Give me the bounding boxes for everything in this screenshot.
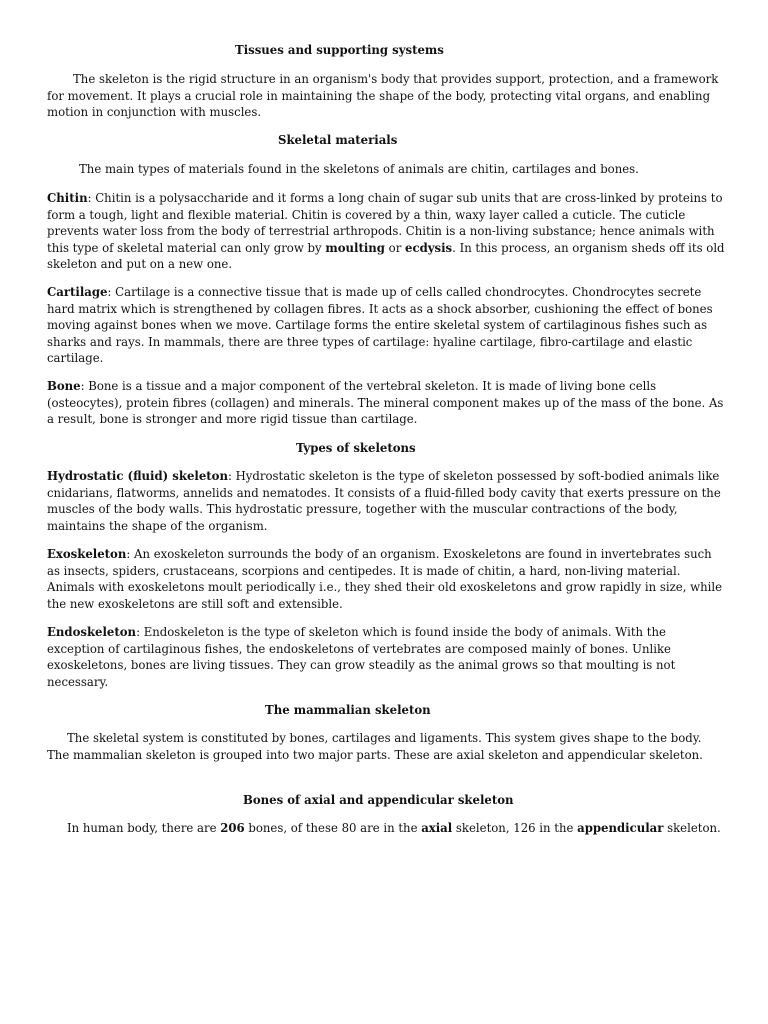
appendicular-term: appendicular xyxy=(577,821,664,835)
hydrostatic-term: Hydrostatic (fluid) skeleton xyxy=(47,469,228,483)
document-title: Tissues and supporting systems xyxy=(235,43,444,57)
skeletal-materials-intro: The main types of materials found in the skeletons of animals are chitin, cartilages and bones. xyxy=(79,162,639,176)
moulting-term: moulting xyxy=(325,240,385,255)
heading-mammalian-skeleton: The mammalian skeleton xyxy=(265,703,431,717)
mammalian-paragraph: The skeletal system is constituted by bones, cartilages and ligaments. This system gives shape to the body. The mammalian skeleton is grouped into two major parts. These are axial skeleton and appendicular skeleton. xyxy=(47,731,703,762)
exoskeleton-paragraph xyxy=(47,546,727,612)
chitin-text-1: : Chitin is a polysaccharide and it forms a long chain of sugar sub units that are cross-linked by proteins to form a tough, light and flexible material. Chitin is covered by a thin, waxy layer called a cuticle. The cuticle prevents water loss from the body of terrestrial arthropods. Chitin is a non-living substance; hence animals with this type of skeletal material can only grow by xyxy=(47,191,723,255)
bone-paragraph xyxy=(47,378,727,428)
endoskeleton-paragraph xyxy=(47,624,727,690)
intro-paragraph: The skeleton is the rigid structure in an organism's body that provides support, protection, and a framework for movement. It plays a crucial role in maintaining the shape of the body, protecting vital organs, and enabling motion in conjunction with muscles. xyxy=(47,72,719,120)
axial-paragraph xyxy=(47,820,727,837)
heading-types-of-skeletons: Types of skeletons xyxy=(296,441,416,455)
chitin-text-2: or xyxy=(384,240,406,255)
ecdysis-term: ecdysis xyxy=(405,240,453,255)
cartilage-text: : Cartilage is a connective tissue that is made up of cells called chondrocytes. Chondrocytes secrete hard matrix which is strengthened by collagen fibres. It acts as a shock absorber, cushioning the effect of bones moving against bones when we move. Cartilage forms the entire skeletal system of cartilaginous fishes such as sharks and rays. In mammals, there are three types of cartilage: hyaline cartilage, fibro-cartilage and elastic cartilage. xyxy=(47,285,713,366)
axial-text-3: skeleton, 126 in the xyxy=(452,821,578,835)
hydrostatic-paragraph xyxy=(47,468,727,534)
axial-text-2: bones, of these 80 are in the xyxy=(244,821,422,835)
heading-skeletal-materials: Skeletal materials xyxy=(278,133,398,147)
axial-term: axial xyxy=(421,821,453,835)
exoskeleton-term: Exoskeleton xyxy=(47,547,127,561)
endoskeleton-text: : Endoskeleton is the type of skeleton which is found inside the body of animals. With the exception of cartilaginous fishes, the endoskeletons of vertebrates are composed mainly of bones. Unlike exoskeletons, bones are living tissues. They can grow steadily as the animal grows so that moulting is not necessary. xyxy=(47,625,676,689)
bone-count: 206 xyxy=(220,821,245,835)
heading-axial-appendicular: Bones of axial and appendicular skeleton xyxy=(243,793,514,807)
chitin-term: Chitin xyxy=(47,191,88,205)
exoskeleton-text: : An exoskeleton surrounds the body of an organism. Exoskeletons are found in invertebrates such as insects, spiders, crustaceans, scorpions and centipedes. It is made of chitin, a hard, non-living material. Animals with exoskeletons moult periodically i.e., they shed their old exoskeletons and grow rapidly in size, while the new exoskeletons are still soft and extensible. xyxy=(47,547,723,611)
axial-text-1: In human body, there are xyxy=(67,821,221,835)
cartilage-paragraph xyxy=(47,284,727,367)
chitin-paragraph xyxy=(47,190,727,273)
endoskeleton-term: Endoskeleton xyxy=(47,625,137,639)
cartilage-term: Cartilage xyxy=(47,285,108,299)
chitin-text-3: . In this process, an organism sheds off its old skeleton and put on a new one. xyxy=(47,240,725,272)
axial-text-4: skeleton. xyxy=(663,821,721,835)
bone-term: Bone xyxy=(47,379,81,393)
bone-text: : Bone is a tissue and a major component of the vertebral skeleton. It is made of living bone cells (osteocytes), protein fibres (collagen) and minerals. The mineral component makes up of the mass of the bone. As a result, bone is stronger and more rigid tissue than cartilage. xyxy=(47,379,724,427)
hydrostatic-text: : Hydrostatic skeleton is the type of skeleton possessed by soft-bodied animals like cnidarians, flatworms, annelids and nematodes. It consists of a fluid-filled body cavity that exerts pressure on the muscles of the body walls. This hydrostatic pressure, together with the muscular contractions of the body, maintains the shape of the organism. xyxy=(47,469,721,533)
